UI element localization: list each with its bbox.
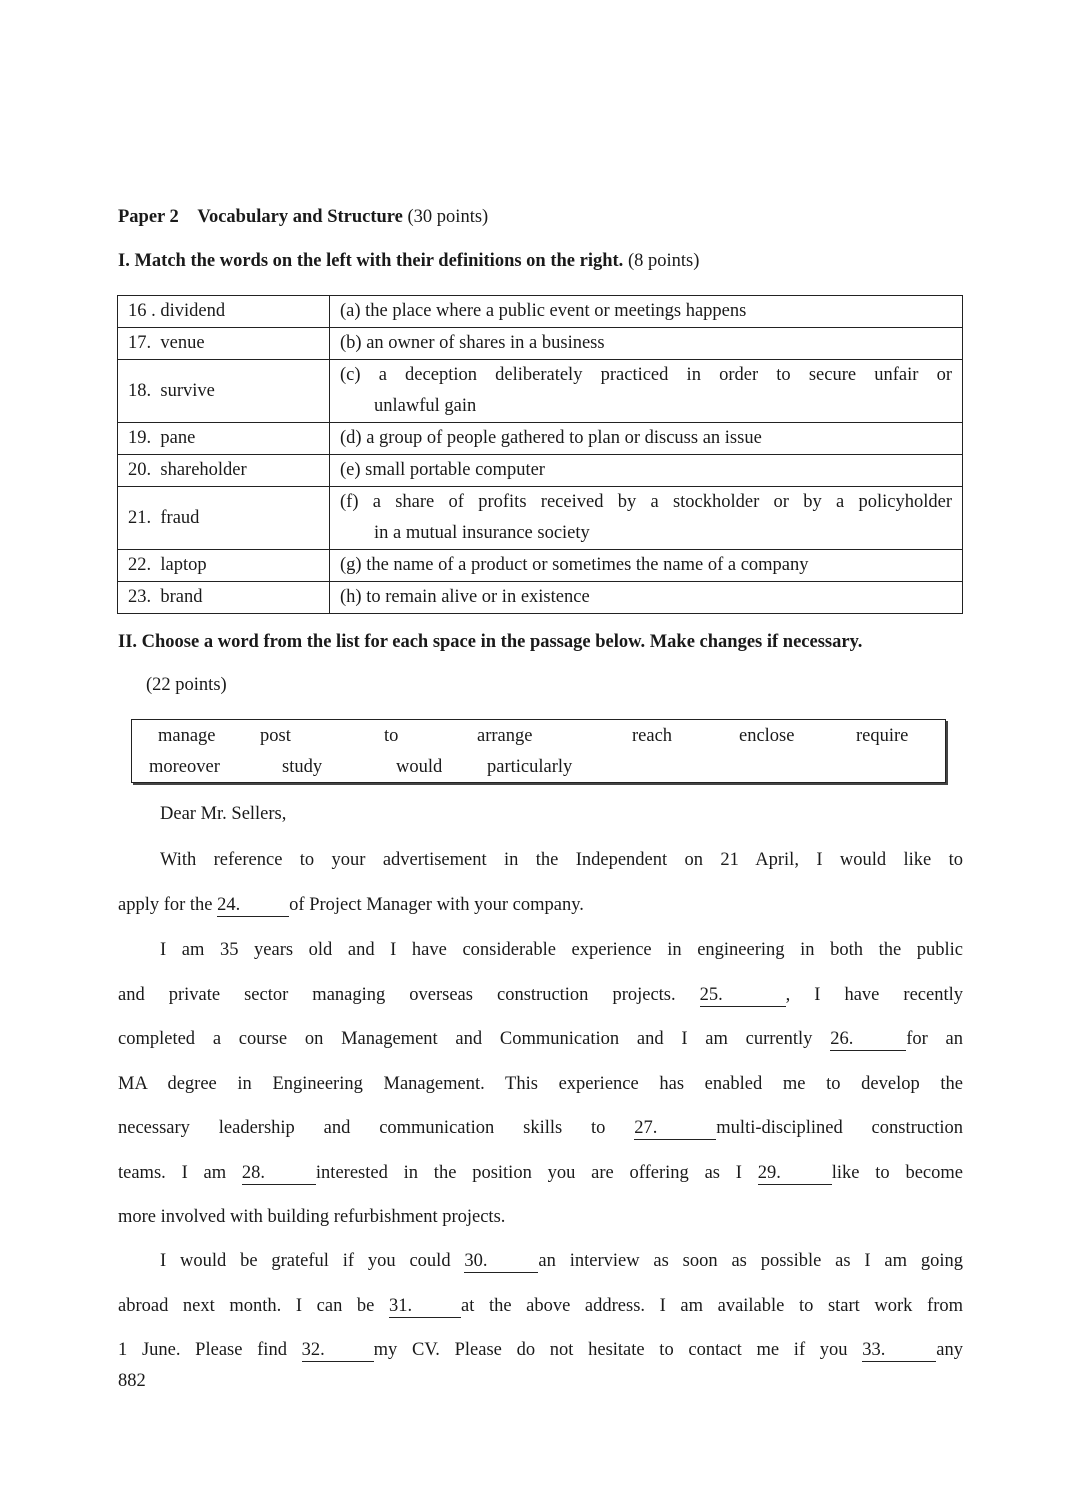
section2-points: (22 points)	[146, 675, 227, 695]
blank-25[interactable]: 25.	[700, 984, 786, 1007]
definition-line: (b) an owner of shares in a business	[340, 333, 605, 353]
text-line: 1 June. Please find 32. my CV. Please do not hesitate to contact me if you 33. any	[118, 1340, 963, 1360]
paper-heading	[118, 207, 488, 228]
match-word: 22. laptop	[118, 550, 330, 582]
match-definition	[330, 550, 963, 582]
match-word: 17. venue	[118, 328, 330, 360]
definition-line: (f) a share of profits received by a stockholder or by a policyholder	[340, 492, 952, 512]
letter-paragraph-2	[118, 928, 963, 1240]
match-word: 21. fraud	[118, 487, 330, 550]
text-line: I would be grateful if you could 30. an interview as soon as possible as I am going	[160, 1251, 964, 1271]
match-row	[118, 423, 963, 455]
match-definition	[330, 296, 963, 328]
word-list-item: to	[384, 726, 399, 746]
match-definition	[330, 360, 963, 423]
definition-line: (h) to remain alive or in existence	[340, 587, 590, 607]
match-definition	[330, 582, 963, 614]
definition-line: (g) the name of a product or sometimes the name of a company	[340, 555, 809, 575]
matching-table	[117, 295, 963, 614]
match-row	[118, 550, 963, 582]
match-word: 23. brand	[118, 582, 330, 614]
blank-24[interactable]: 24.	[217, 894, 289, 917]
blank-31[interactable]: 31.	[389, 1295, 461, 1318]
definition-line: (d) a group of people gathered to plan or discuss an issue	[340, 428, 762, 448]
paper-label: Paper 2	[118, 207, 179, 227]
word-list-item: manage	[158, 726, 216, 746]
section1-points: (8 points)	[627, 251, 700, 271]
match-row	[118, 455, 963, 487]
section1-instruction: I. Match the words on the left with their definitions on the right.	[118, 251, 624, 271]
match-word: 16 . dividend	[118, 296, 330, 328]
blank-33[interactable]: 33.	[862, 1339, 936, 1362]
text-line: and private sector managing overseas construction projects. 25. , I have recently	[118, 984, 963, 1005]
match-definition	[330, 455, 963, 487]
text-line: I am 35 years old and I have considerable experience in engineering in both the public	[160, 940, 963, 960]
blank-28[interactable]: 28.	[242, 1162, 316, 1185]
letter-paragraph-3	[118, 1239, 963, 1373]
match-row	[118, 487, 963, 550]
word-list-item: post	[260, 726, 291, 746]
word-list-item: arrange	[477, 726, 533, 746]
letter-salutation: Dear Mr. Sellers,	[160, 804, 287, 824]
blank-32[interactable]: 32.	[302, 1339, 374, 1362]
word-list-item: particularly	[487, 757, 573, 777]
text-line: necessary leadership and communication skills to 27. multi-disciplined construction	[118, 1118, 964, 1138]
text-line: MA degree in Engineering Management. This experience has enabled me to develop the	[118, 1073, 963, 1094]
match-definition	[330, 487, 963, 550]
letter-paragraph-1	[118, 838, 963, 927]
text-line: abroad next month. I can be 31. at the above address. I am available to start work from	[118, 1295, 963, 1316]
section2-heading	[118, 632, 862, 653]
word-list-item: study	[282, 757, 323, 777]
match-row	[118, 360, 963, 423]
word-list-item: require	[856, 726, 909, 746]
word-list-box	[131, 719, 946, 783]
text-line: more involved with building refurbishment projects.	[118, 1207, 506, 1227]
section1-heading	[118, 251, 699, 272]
blank-27[interactable]: 27.	[634, 1117, 716, 1140]
match-row	[118, 296, 963, 328]
blank-29[interactable]: 29.	[758, 1162, 832, 1185]
definition-line: (a) the place where a public event or meetings happens	[340, 301, 747, 321]
text-line: teams. I am 28. interested in the position you are offering as I 29. like to become	[118, 1162, 963, 1183]
word-list-item: reach	[632, 726, 673, 746]
word-list-item: enclose	[739, 726, 795, 746]
section2-instruction: II. Choose a word from the list for each space in the passage below. Make changes if necessary.	[118, 632, 863, 652]
text-line: With reference to your advertisement in the Independent on 21 April, I would like to	[160, 850, 963, 870]
definition-line: unlawful gain	[374, 396, 477, 416]
word-list-item: would	[396, 757, 443, 777]
text-line: completed a course on Management and Communication and I am currently 26. for an	[118, 1029, 963, 1049]
match-word: 19. pane	[118, 423, 330, 455]
match-row	[118, 582, 963, 614]
match-definition	[330, 328, 963, 360]
match-word: 18. survive	[118, 360, 330, 423]
blank-26[interactable]: 26.	[830, 1028, 906, 1051]
word-list-item: moreover	[149, 757, 220, 777]
match-word: 20. shareholder	[118, 455, 330, 487]
definition-line: (c) a deception deliberately practiced in order to secure unfair or	[340, 365, 952, 385]
paper-points: (30 points)	[407, 207, 489, 227]
paper-title: Vocabulary and Structure	[197, 207, 403, 227]
definition-line: in a mutual insurance society	[374, 523, 590, 543]
match-row	[118, 328, 963, 360]
page-number: 882	[118, 1371, 146, 1391]
match-definition	[330, 423, 963, 455]
definition-line: (e) small portable computer	[340, 460, 545, 480]
blank-30[interactable]: 30.	[464, 1250, 538, 1273]
text-line: apply for the 24. of Project Manager with your company.	[118, 894, 584, 915]
